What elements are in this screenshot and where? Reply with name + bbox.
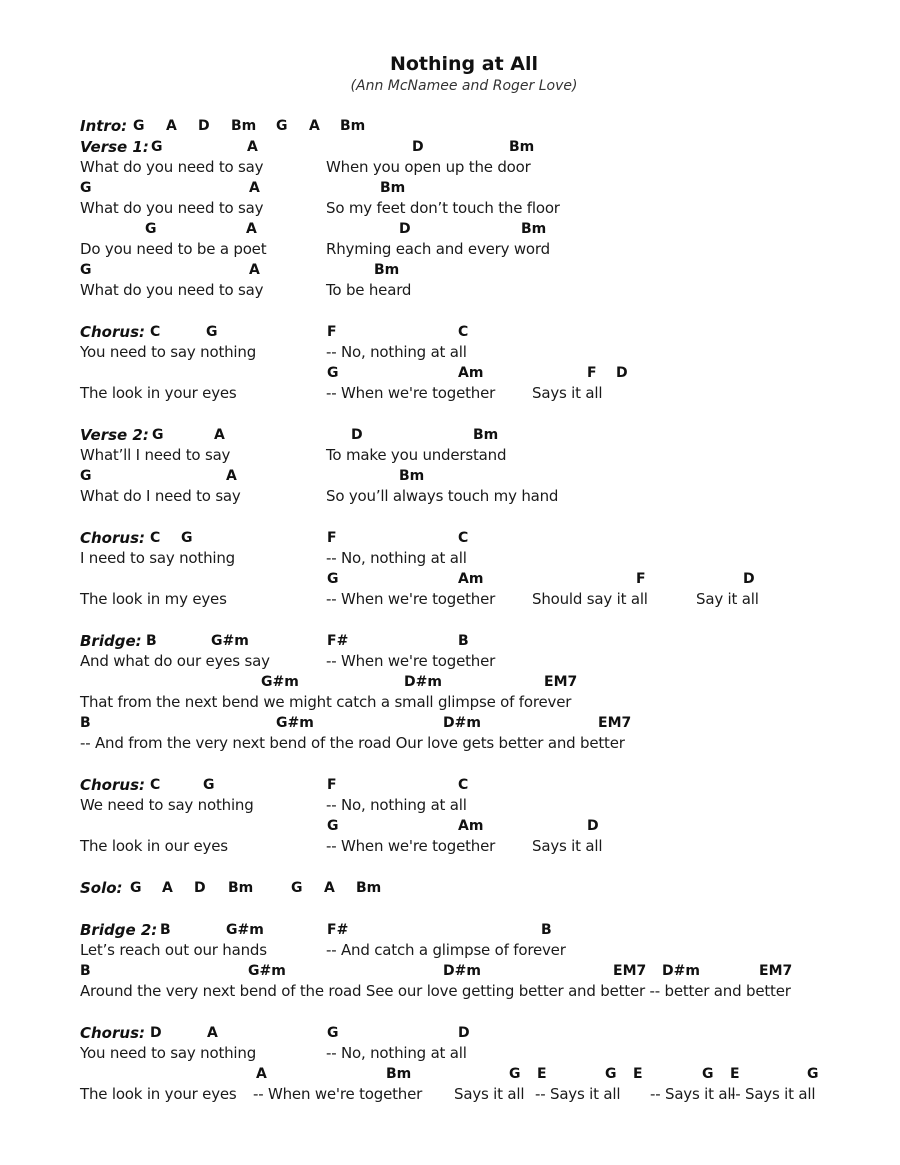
chord-symbol: Am (458, 571, 484, 587)
chord-symbol: F# (327, 922, 349, 938)
lyric-text: To make you understand (326, 446, 507, 464)
chord-symbol: A (226, 468, 237, 484)
chord-symbol: Am (458, 818, 484, 834)
chord-symbol: F (327, 324, 337, 340)
lyric-text: You need to say nothing (80, 343, 257, 361)
section-label: Bridge: (80, 632, 142, 650)
chord-symbol: D (587, 818, 599, 834)
chord-symbol: Bm (380, 180, 406, 196)
lyric-text: -- No, nothing at all (326, 549, 467, 567)
lyric-text: -- No, nothing at all (326, 1044, 467, 1062)
chord-symbol: Bm (509, 139, 535, 155)
lyric-text: Rhyming each and every word (326, 240, 550, 258)
chord-symbol: G#m (276, 715, 314, 731)
chord-symbol: A (324, 880, 335, 896)
chord-symbol: EM7 (759, 963, 793, 979)
chord-symbol: G (181, 530, 193, 546)
lyric-text: -- No, nothing at all (326, 343, 467, 361)
section-label: Chorus: (80, 529, 145, 547)
chord-symbol: G (276, 118, 288, 134)
chord-symbol: A (249, 180, 260, 196)
song-authors: (Ann McNamee and Roger Love) (350, 78, 578, 94)
lyric-text: The look in our eyes (80, 837, 228, 855)
chord-symbol: G (151, 139, 163, 155)
chord-symbol: B (160, 922, 171, 938)
chord-symbol: C (150, 777, 161, 793)
lyric-text: To be heard (326, 281, 412, 299)
chord-symbol: G (327, 571, 339, 587)
chord-symbol: G (80, 468, 92, 484)
chord-symbol: G (807, 1066, 819, 1082)
section-label: Verse 1: (80, 138, 149, 156)
chord-symbol: G (327, 365, 339, 381)
chord-symbol: Bm (399, 468, 425, 484)
lyric-text: -- When we're together (326, 590, 496, 608)
chord-symbol: Bm (374, 262, 400, 278)
lyric-text: Around the very next bend of the road See our love getting better and better -- better and better (80, 982, 791, 1000)
chord-symbol: D#m (662, 963, 700, 979)
chord-symbol: G (203, 777, 215, 793)
chord-symbol: G (702, 1066, 714, 1082)
chord-symbol: D (351, 427, 363, 443)
chord-symbol: B (146, 633, 157, 649)
chord-symbol: B (458, 633, 469, 649)
chord-symbol: A (166, 118, 177, 134)
chord-symbol: A (207, 1025, 218, 1041)
lyric-text: What do you need to say (80, 158, 264, 176)
chord-symbol: D#m (404, 674, 442, 690)
lyric-text: So my feet don’t touch the floor (326, 199, 560, 217)
lyric-text: -- And from the very next bend of the road Our love gets better and better (80, 734, 625, 752)
chord-symbol: G (80, 262, 92, 278)
chord-symbol: E (730, 1066, 740, 1082)
chord-symbol: C (458, 777, 469, 793)
chord-symbol: E (537, 1066, 547, 1082)
chord-symbol: A (247, 139, 258, 155)
chord-symbol: F# (327, 633, 349, 649)
chord-symbol: Bm (356, 880, 382, 896)
chord-symbol: G (80, 180, 92, 196)
chord-symbol: A (256, 1066, 267, 1082)
chord-symbol: D (616, 365, 628, 381)
chord-symbol: G (327, 1025, 339, 1041)
chord-symbol: D#m (443, 963, 481, 979)
lyric-text: Should say it all (532, 590, 648, 608)
chord-symbol: C (458, 530, 469, 546)
chord-symbol: G#m (248, 963, 286, 979)
lyric-text: The look in your eyes (80, 384, 237, 402)
lyric-text: And what do our eyes say (80, 652, 270, 670)
chord-symbol: G (133, 118, 145, 134)
chord-symbol: G (152, 427, 164, 443)
lyric-text: What’ll I need to say (80, 446, 231, 464)
chord-symbol: G#m (226, 922, 264, 938)
chord-symbol: C (150, 324, 161, 340)
section-label: Bridge 2: (80, 921, 158, 939)
lyric-text: I need to say nothing (80, 549, 235, 567)
lyric-text: -- When we're together (253, 1085, 423, 1103)
chord-symbol: G (291, 880, 303, 896)
chord-symbol: G#m (261, 674, 299, 690)
chord-symbol: D#m (443, 715, 481, 731)
lyric-text: -- Says it all (535, 1085, 621, 1103)
section-label: Intro: (80, 117, 128, 135)
chord-symbol: G (145, 221, 157, 237)
lyric-text: What do you need to say (80, 281, 264, 299)
section-label: Chorus: (80, 1024, 145, 1042)
chord-symbol: Bm (521, 221, 547, 237)
lyric-text: You need to say nothing (80, 1044, 257, 1062)
chord-symbol: F (587, 365, 597, 381)
chord-symbol: A (162, 880, 173, 896)
chord-symbol: B (80, 715, 91, 731)
chord-symbol: Bm (340, 118, 366, 134)
lyric-text: Says it all (532, 384, 603, 402)
chord-symbol: EM7 (613, 963, 647, 979)
lyric-text: -- And catch a glimpse of forever (326, 941, 566, 959)
section-label: Verse 2: (80, 426, 149, 444)
lyric-text: -- When we're together (326, 384, 496, 402)
lyric-text: The look in my eyes (80, 590, 227, 608)
lyric-text: What do you need to say (80, 199, 264, 217)
chord-symbol: EM7 (598, 715, 632, 731)
lyric-text: The look in your eyes (80, 1085, 237, 1103)
chord-symbol: A (249, 262, 260, 278)
lyric-text: That from the next bend we might catch a small glimpse of forever (80, 693, 572, 711)
section-label: Chorus: (80, 323, 145, 341)
chord-symbol: Bm (473, 427, 499, 443)
chord-symbol: Bm (386, 1066, 412, 1082)
chord-symbol: Am (458, 365, 484, 381)
chord-symbol: G (509, 1066, 521, 1082)
chord-symbol: G (206, 324, 218, 340)
chord-symbol: D (194, 880, 206, 896)
chord-symbol: B (80, 963, 91, 979)
chord-symbol: E (633, 1066, 643, 1082)
chord-symbol: F (636, 571, 646, 587)
section-label: Chorus: (80, 776, 145, 794)
lyric-text: -- No, nothing at all (326, 796, 467, 814)
chord-symbol: D (198, 118, 210, 134)
chord-symbol: C (458, 324, 469, 340)
chord-symbol: G (327, 818, 339, 834)
chord-symbol: Bm (231, 118, 257, 134)
lyric-text: When you open up the door (326, 158, 531, 176)
section-label: Solo: (80, 879, 123, 897)
chord-symbol: D (743, 571, 755, 587)
lyric-text: Says it all (454, 1085, 525, 1103)
chord-symbol: F (327, 777, 337, 793)
chord-symbol: A (246, 221, 257, 237)
lyric-text: Says it all (532, 837, 603, 855)
chord-symbol: A (214, 427, 225, 443)
chord-symbol: G (130, 880, 142, 896)
chord-symbol: D (458, 1025, 470, 1041)
lyric-text: Say it all (696, 590, 759, 608)
chord-symbol: D (150, 1025, 162, 1041)
lyric-text: Let’s reach out our hands (80, 941, 267, 959)
chord-symbol: A (309, 118, 320, 134)
chord-symbol: D (399, 221, 411, 237)
chord-symbol: Bm (228, 880, 254, 896)
chord-symbol: G (605, 1066, 617, 1082)
chord-symbol: EM7 (544, 674, 578, 690)
lyric-text: What do I need to say (80, 487, 241, 505)
chord-symbol: F (327, 530, 337, 546)
lyric-text: We need to say nothing (80, 796, 254, 814)
lyric-text: Do you need to be a poet (80, 240, 267, 258)
chord-symbol: B (541, 922, 552, 938)
chord-symbol: G#m (211, 633, 249, 649)
lyric-text: -- Says it all (730, 1085, 816, 1103)
lyric-text: -- When we're together (326, 652, 496, 670)
lyric-text: -- When we're together (326, 837, 496, 855)
lyric-text: -- Says it all (650, 1085, 736, 1103)
chord-symbol: C (150, 530, 161, 546)
song-title: Nothing at All (389, 53, 539, 75)
lyric-text: So you’ll always touch my hand (326, 487, 559, 505)
chord-symbol: D (412, 139, 424, 155)
